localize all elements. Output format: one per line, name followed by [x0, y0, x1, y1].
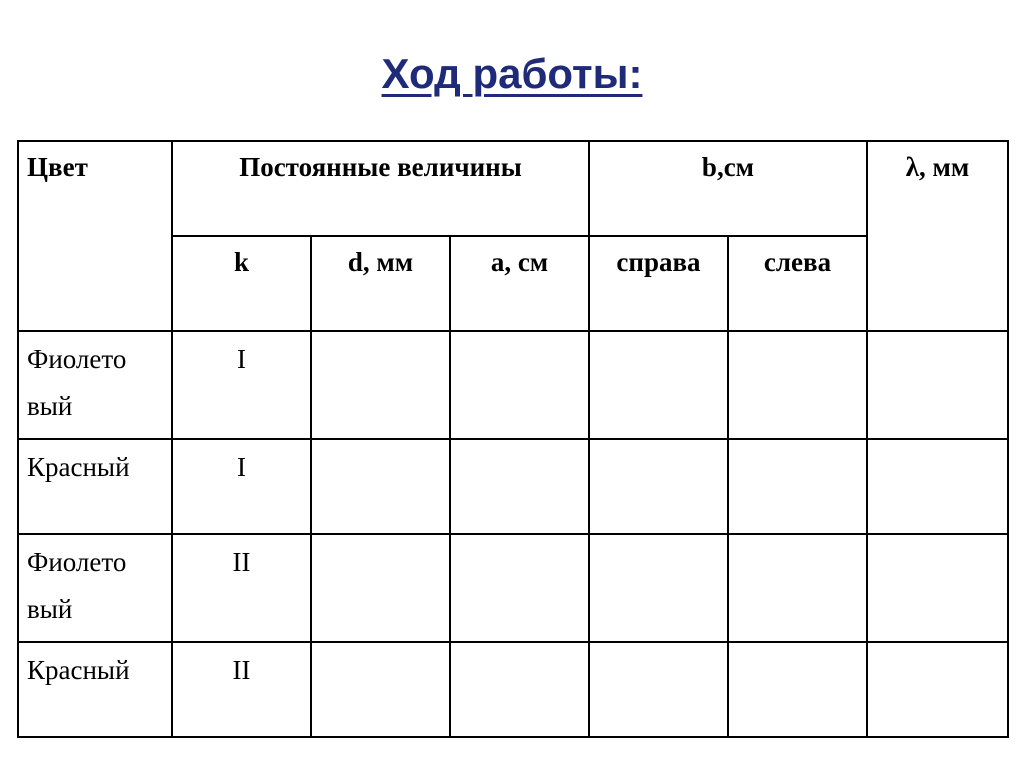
row-color: Фиолето вый	[18, 534, 172, 642]
cell-left	[728, 439, 867, 534]
cell-left	[728, 642, 867, 737]
header-left: слева	[728, 236, 867, 331]
row-k: I	[172, 331, 311, 439]
row-k: II	[172, 642, 311, 737]
header-right: справа	[589, 236, 728, 331]
cell-left	[728, 534, 867, 642]
cell-d	[311, 331, 450, 439]
cell-right	[589, 534, 728, 642]
cell-lambda	[867, 642, 1008, 737]
cell-right	[589, 439, 728, 534]
table-row	[18, 534, 1008, 642]
header-color: Цвет	[18, 141, 172, 331]
page-title: Ход работы:	[381, 50, 643, 97]
header-row-1	[18, 141, 1008, 236]
header-a: a, см	[450, 236, 589, 331]
cell-a	[450, 642, 589, 737]
cell-left	[728, 331, 867, 439]
cell-d	[311, 439, 450, 534]
cell-lambda	[867, 331, 1008, 439]
table-row	[18, 642, 1008, 737]
lab-results-table	[17, 140, 1009, 738]
cell-d	[311, 534, 450, 642]
cell-a	[450, 534, 589, 642]
cell-right	[589, 642, 728, 737]
cell-a	[450, 331, 589, 439]
header-k: k	[172, 236, 311, 331]
table-row	[18, 439, 1008, 534]
row-k: I	[172, 439, 311, 534]
header-lambda: λ, мм	[867, 141, 1008, 331]
table-row	[18, 331, 1008, 439]
row-color: Фиолето вый	[18, 331, 172, 439]
row-k: II	[172, 534, 311, 642]
row-color: Красный	[18, 439, 172, 534]
cell-lambda	[867, 439, 1008, 534]
header-d: d, мм	[311, 236, 450, 331]
header-constants: Постоянные величины	[172, 141, 589, 236]
cell-a	[450, 439, 589, 534]
cell-d	[311, 642, 450, 737]
row-color: Красный	[18, 642, 172, 737]
cell-right	[589, 331, 728, 439]
header-b: b,см	[589, 141, 867, 236]
cell-lambda	[867, 534, 1008, 642]
